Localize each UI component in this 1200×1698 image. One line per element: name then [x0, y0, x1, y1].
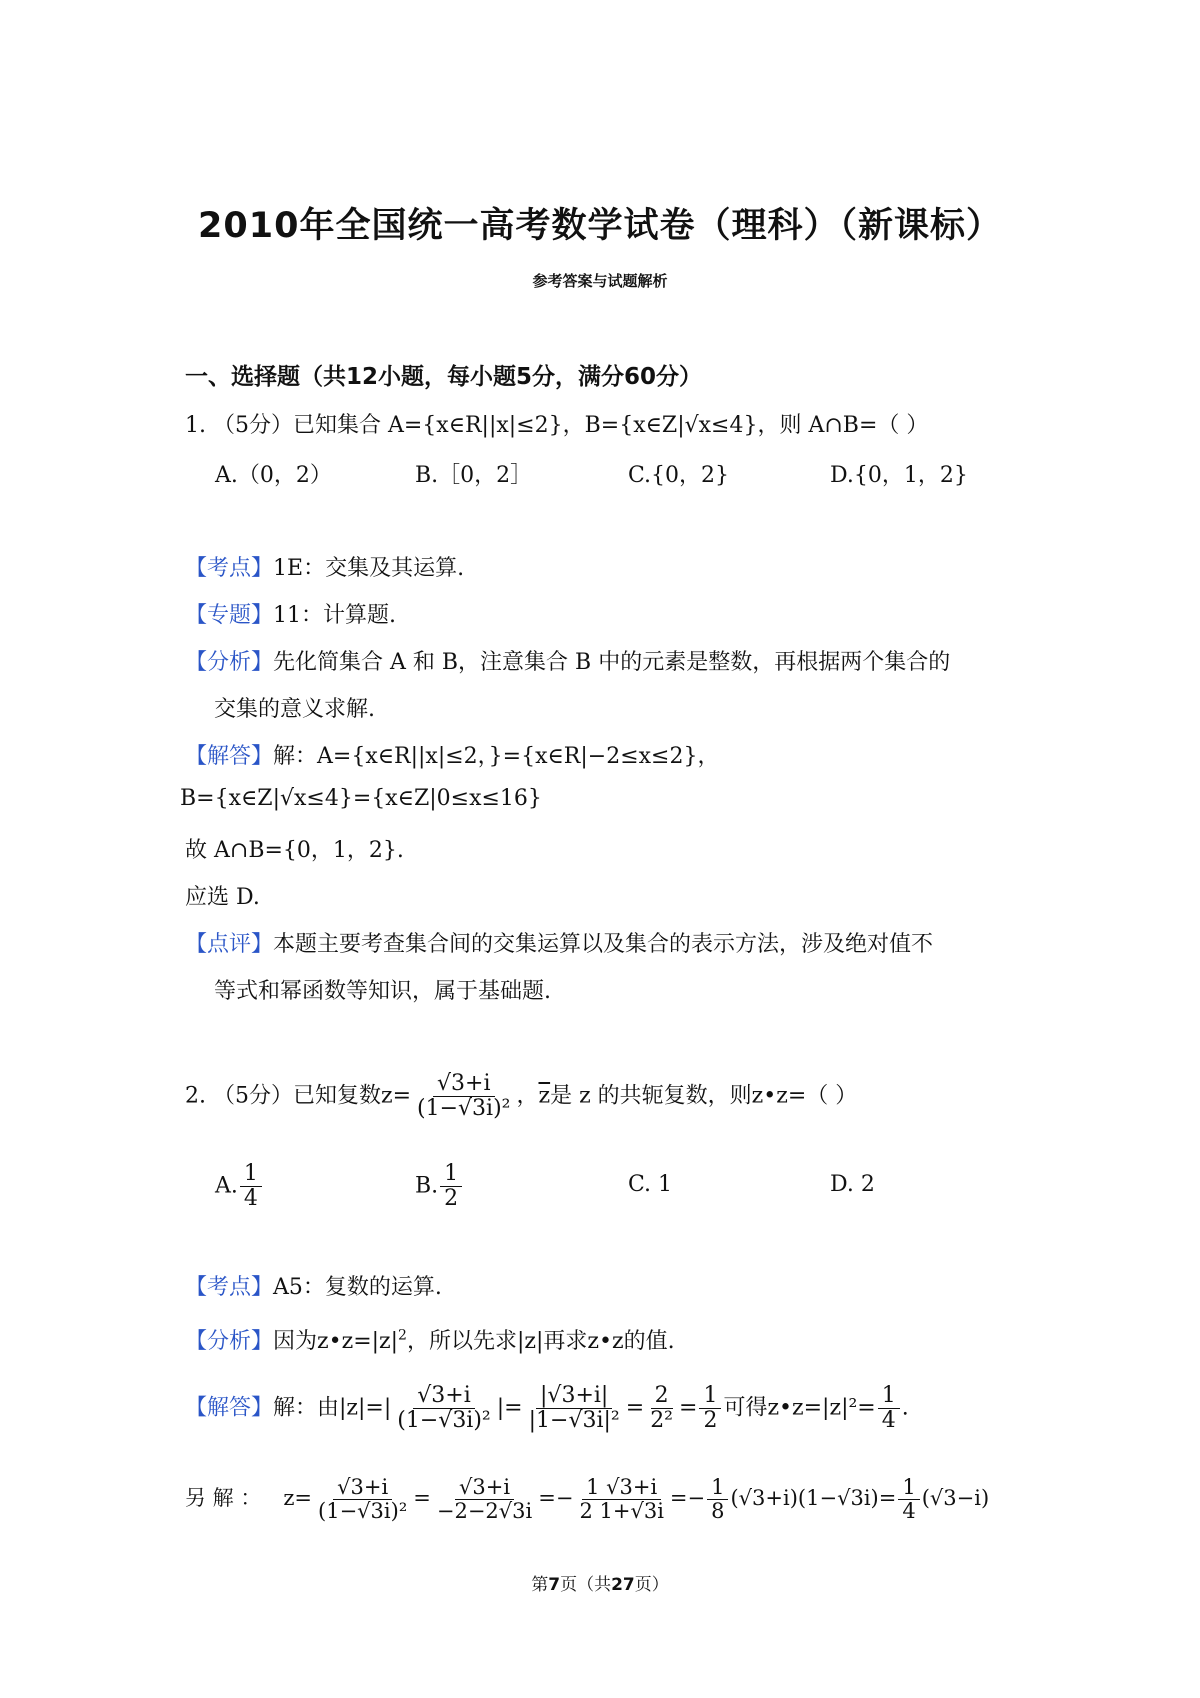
q2-jieda-e: 可得	[723, 1395, 768, 1421]
q1-zhuanti-text: 11：计算题.	[273, 603, 397, 628]
q2-option-a-den: 4	[243, 1186, 258, 1212]
q1-jieda-text-4: 应选 D.	[185, 885, 260, 910]
q2-jieda-frac-4-num: 1	[699, 1384, 721, 1409]
q1-jieda	[185, 739, 719, 770]
q2-z-fraction	[413, 1072, 514, 1121]
q2-jieda-frac-1	[393, 1384, 494, 1433]
q2-alt-frac-4	[707, 1476, 728, 1523]
q2-fenxi	[185, 1324, 675, 1355]
footer-page-number: 7	[548, 1575, 561, 1595]
q2-fenxi-sup: 2	[398, 1327, 407, 1344]
q2-jieda-frac-4-den: 2	[703, 1408, 718, 1434]
q2-option-a-fraction	[240, 1162, 262, 1211]
q2-jieda-frac-5-den: 4	[881, 1408, 896, 1434]
q2-option-a-num: 1	[240, 1162, 262, 1187]
footer-total-pages: 27	[611, 1575, 635, 1595]
q2-alt-frac-3	[575, 1476, 667, 1523]
q2-stem-a: 2. （5分）已知复数	[185, 1083, 381, 1109]
q2-fenxi-expr2: z•z	[587, 1329, 624, 1354]
q2-jieda-frac-2	[525, 1384, 624, 1433]
page-subtitle: 参考答案与试题解析	[532, 272, 668, 290]
q2-stem-c: 是 z 的共轭复数，则	[550, 1083, 752, 1109]
q2-alt-solution	[185, 1476, 989, 1523]
q2-alt-frac-3-num: 1 √3+i	[582, 1476, 661, 1500]
footer-mid: 页（共	[560, 1575, 612, 1595]
q2-jieda-label: 【解答】	[185, 1395, 274, 1421]
q1-dianping	[185, 927, 933, 958]
q1-jieda-text-2: B={x∈Z|√x≤4}={x∈Z|0≤x≤16}	[180, 786, 542, 811]
q2-fenxi-a: 因为	[273, 1329, 318, 1354]
footer-pre: 第	[531, 1575, 549, 1595]
q2-jieda-frac-5-num: 1	[878, 1384, 900, 1409]
page-title: 2010年全国统一高考数学试卷（理科）（新课标）	[198, 206, 1002, 246]
footer-post: 页）	[634, 1575, 669, 1595]
q1-stem-b: B={x∈Z|√x≤4}	[584, 413, 758, 438]
q2-option-a-label: A.	[215, 1173, 238, 1199]
q2-stem-expr: z•z=	[751, 1083, 807, 1109]
q2-fenxi-expr: z•z=|z|	[317, 1329, 399, 1354]
q1-zhuanti	[185, 598, 396, 629]
q2-option-b	[415, 1162, 464, 1211]
q2-alt-frac-5-den: 4	[902, 1499, 916, 1524]
q2-jieda-frac-1-num: √3+i	[413, 1384, 475, 1409]
q2-jieda-frac-3	[646, 1384, 677, 1433]
q2-alt-frac-5-num: 1	[898, 1476, 919, 1500]
q2-alt-eq2: =	[413, 1486, 431, 1511]
q2-jieda-a: 解：由|z|=|	[273, 1395, 392, 1421]
q2-option-b-den: 2	[444, 1186, 459, 1212]
q1-fenxi-text-2: 交集的意义求解.	[214, 697, 375, 722]
page-footer	[0, 1570, 1200, 1595]
q1-option-d: D.{0，1，2}	[830, 463, 968, 488]
q2-alt-end: (√3−i)	[921, 1486, 990, 1511]
q1-dianping-text-1: 本题主要考查集合间的交集运算以及集合的表示方法，涉及绝对值不	[273, 932, 934, 957]
q1-jieda-text-3: 故 A∩B={0，1，2}.	[185, 838, 404, 863]
section-heading: 一、选择题（共12小题，每小题5分，满分60分）	[185, 364, 703, 390]
q2-jieda-frac-5	[878, 1384, 900, 1433]
q2-kaodian-label: 【考点】	[185, 1275, 274, 1300]
q2-option-d: D. 2	[830, 1172, 875, 1197]
q1-zhuanti-label: 【专题】	[185, 603, 274, 628]
q1-option-c: C.{0，2}	[628, 463, 730, 488]
question-2-stem	[185, 1072, 857, 1121]
q2-jieda-b: |=	[496, 1395, 523, 1421]
q2-alt-frac-2-num: √3+i	[455, 1476, 514, 1500]
q1-jieda-text-1: 解：A={x∈R||x|≤2，}={x∈R|−2≤x≤2}，	[273, 744, 720, 769]
q2-alt-frac-1	[314, 1476, 411, 1523]
q2-alt-mid: (√3+i)(1−√3i)=	[730, 1486, 897, 1511]
q2-alt-eq3: =−	[538, 1486, 574, 1511]
q1-dianping-text-2: 等式和幂函数等知识，属于基础题.	[214, 979, 551, 1004]
q2-jieda-c: =	[625, 1395, 645, 1421]
q2-alt-frac-2	[433, 1476, 536, 1523]
q2-alt-frac-1-num: √3+i	[333, 1476, 392, 1500]
q2-jieda-frac-3-den: 2²	[650, 1408, 674, 1434]
q2-jieda-frac-2-den: |1−√3i|²	[528, 1408, 620, 1434]
q2-jieda-d: =	[679, 1395, 698, 1421]
q2-z-eq: z=	[380, 1083, 412, 1109]
q1-stem-a: 1. （5分）已知集合 A={x∈R||x|≤2}，	[185, 413, 585, 438]
q2-fenxi-c: 的值.	[623, 1329, 675, 1354]
q1-stem-c: ，则 A∩B=（ ）	[757, 413, 929, 438]
q2-alt-frac-4-den: 8	[711, 1499, 725, 1524]
q2-stem-b: ，	[516, 1083, 539, 1109]
q2-fenxi-label: 【分析】	[185, 1329, 274, 1354]
q2-kaodian	[185, 1270, 442, 1301]
q2-z-numerator: √3+i	[433, 1072, 495, 1097]
q1-kaodian-text: 1E：交集及其运算.	[273, 556, 465, 581]
q2-jieda-end: .	[901, 1395, 909, 1421]
q2-option-b-num: 1	[440, 1162, 462, 1187]
q2-alt-frac-1-den: (1−√3i)²	[318, 1499, 408, 1524]
q2-fenxi-b: ，所以先求|z|再求	[406, 1329, 588, 1354]
q2-alt-frac-2-den: −2−2√3i	[436, 1499, 533, 1524]
q1-option-a: A.（0，2）	[215, 463, 332, 488]
q2-jieda	[185, 1384, 909, 1433]
q1-fenxi	[185, 645, 950, 676]
q2-option-c: C. 1	[628, 1172, 673, 1197]
q2-zbar: $\overline{z}$	[538, 1083, 551, 1109]
q2-stem-d: （ ）	[806, 1083, 858, 1109]
q2-jieda-frac-4	[699, 1384, 721, 1433]
q1-kaodian	[185, 551, 464, 582]
q2-kaodian-text: A5：复数的运算.	[273, 1275, 442, 1300]
q1-dianping-label: 【点评】	[185, 932, 274, 957]
q1-option-b: B.［0，2］	[415, 463, 533, 488]
q1-fenxi-label: 【分析】	[185, 650, 274, 675]
q2-z-denominator: (1−√3i)²	[417, 1096, 511, 1122]
q1-fenxi-text-1: 先化简集合 A 和 B，注意集合 B 中的元素是整数，再根据两个集合的	[273, 650, 951, 675]
q2-alt-frac-3-den: 2 1+√3i	[579, 1499, 664, 1524]
q2-alt-frac-4-num: 1	[707, 1476, 728, 1500]
q2-alt-frac-5	[898, 1476, 919, 1523]
question-1-stem	[185, 408, 928, 439]
q2-alt-eq: z=	[283, 1486, 313, 1511]
q2-jieda-expr: z•z=|z|²=	[767, 1395, 876, 1421]
q2-option-b-label: B.	[415, 1173, 439, 1199]
q2-jieda-frac-1-den: (1−√3i)²	[397, 1408, 491, 1434]
q2-alt-eq4: =−	[669, 1486, 706, 1511]
q2-alt-label: 另 解 ：	[185, 1486, 262, 1511]
q2-jieda-frac-2-num: |√3+i|	[536, 1384, 612, 1409]
q2-jieda-frac-3-num: 2	[651, 1384, 673, 1409]
q1-kaodian-label: 【考点】	[185, 556, 274, 581]
q1-jieda-label: 【解答】	[185, 744, 274, 769]
q2-option-b-fraction	[440, 1162, 462, 1211]
q2-option-a	[215, 1162, 264, 1211]
